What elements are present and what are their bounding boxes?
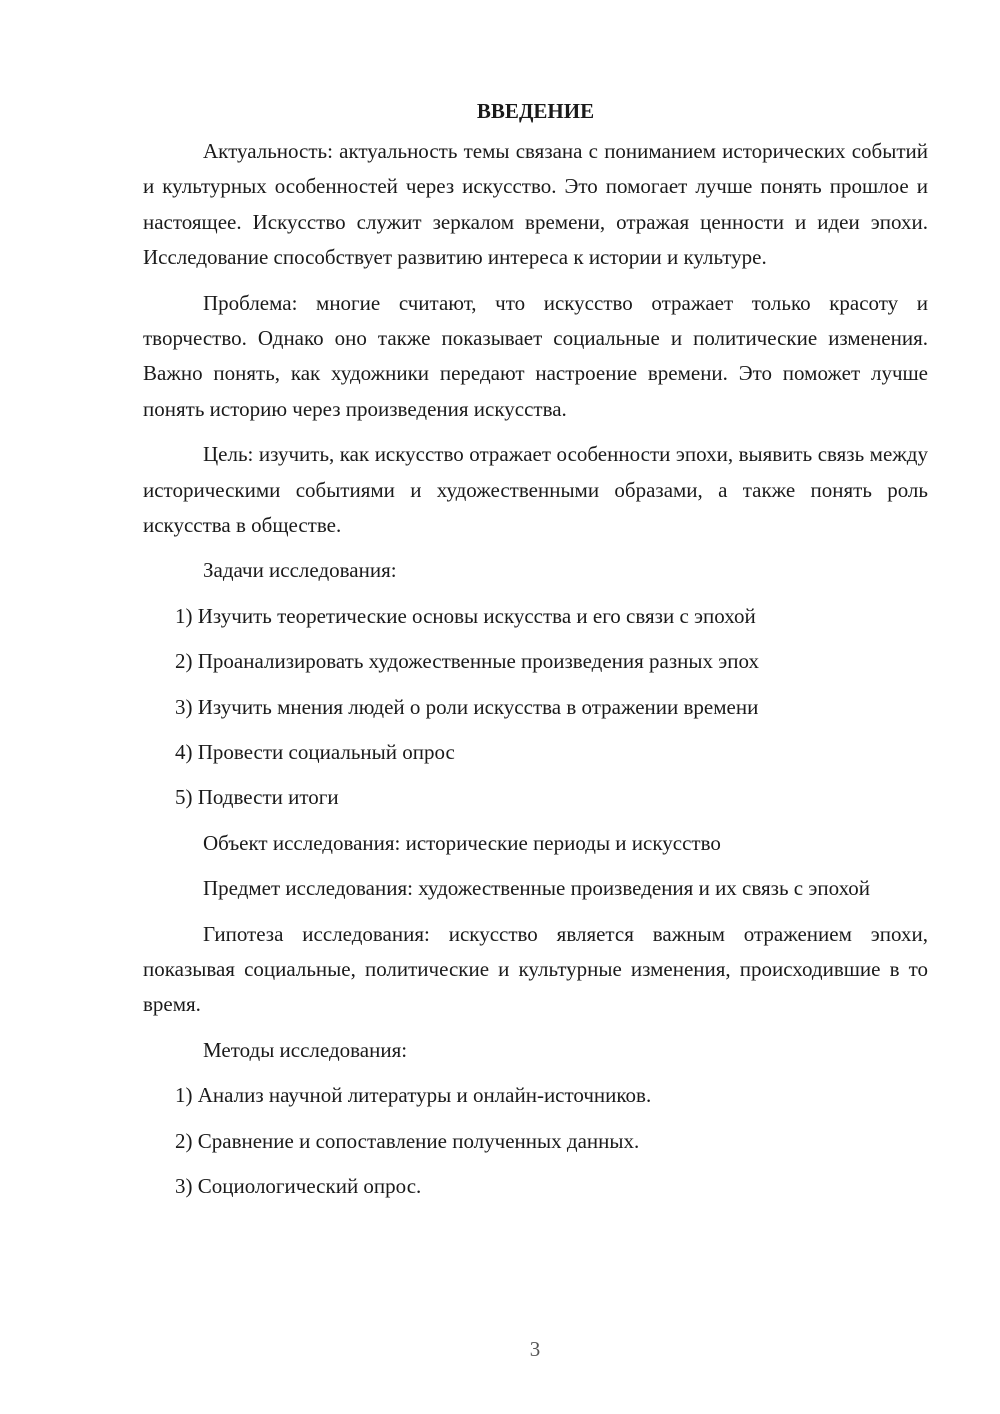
task-item: 1) Изучить теоретические основы искусства и его связи с эпохой	[175, 603, 756, 628]
page-number: 3	[529, 1337, 541, 1361]
problem-paragraph: Проблема: многие считают, что искусство отражает только красоту и творчество. Однако оно также показывает социальные и политические изменения. Важно понять, как художники передают настроение времени. Это поможет лучше понять историю через произведения искусства.	[143, 290, 928, 421]
research-object: Объект исследования: исторические периоды и искусство	[203, 830, 721, 855]
goal-paragraph: Цель: изучить, как искусство отражает особенности эпохи, выявить связь между историческими событиями и художественными образами, а также понять роль искусства в обществе.	[143, 442, 928, 538]
method-item: 3) Социологический опрос.	[175, 1174, 422, 1198]
methods-heading: Методы исследования:	[203, 1037, 408, 1062]
task-item: 4) Провести социальный опрос	[175, 740, 455, 765]
research-hypothesis: Гипотеза исследования: искусство является важным отражением эпохи, показывая социальные, политические и культурные изменения, происходившие в то время.	[143, 921, 928, 1017]
section-title: ВВЕДЕНИЕ	[476, 99, 595, 123]
task-item: 2) Проанализировать художественные произведения разных эпох	[175, 649, 759, 674]
method-item: 1) Анализ научной литературы и онлайн-источников.	[175, 1083, 652, 1108]
task-item: 3) Изучить мнения людей о роли искусства в отражении времени	[175, 694, 759, 719]
method-item: 2) Сравнение и сопоставление полученных данных.	[175, 1128, 640, 1153]
page-content	[143, 96, 928, 1214]
tasks-heading: Задачи исследования:	[203, 558, 397, 583]
task-item: 5) Подвести итоги	[175, 785, 339, 810]
research-subject: Предмет исследования: художественные произведения и их связь с эпохой	[203, 876, 871, 901]
relevance-paragraph: Актуальность: актуальность темы связана с пониманием исторических событий и культурных особенностей через искусство. Это помогает лучше понять прошлое и настоящее. Искусство служит зеркалом времени, отражая ценности и идеи эпохи. Исследование способствует развитию интереса к истории и культуре.	[143, 139, 928, 270]
